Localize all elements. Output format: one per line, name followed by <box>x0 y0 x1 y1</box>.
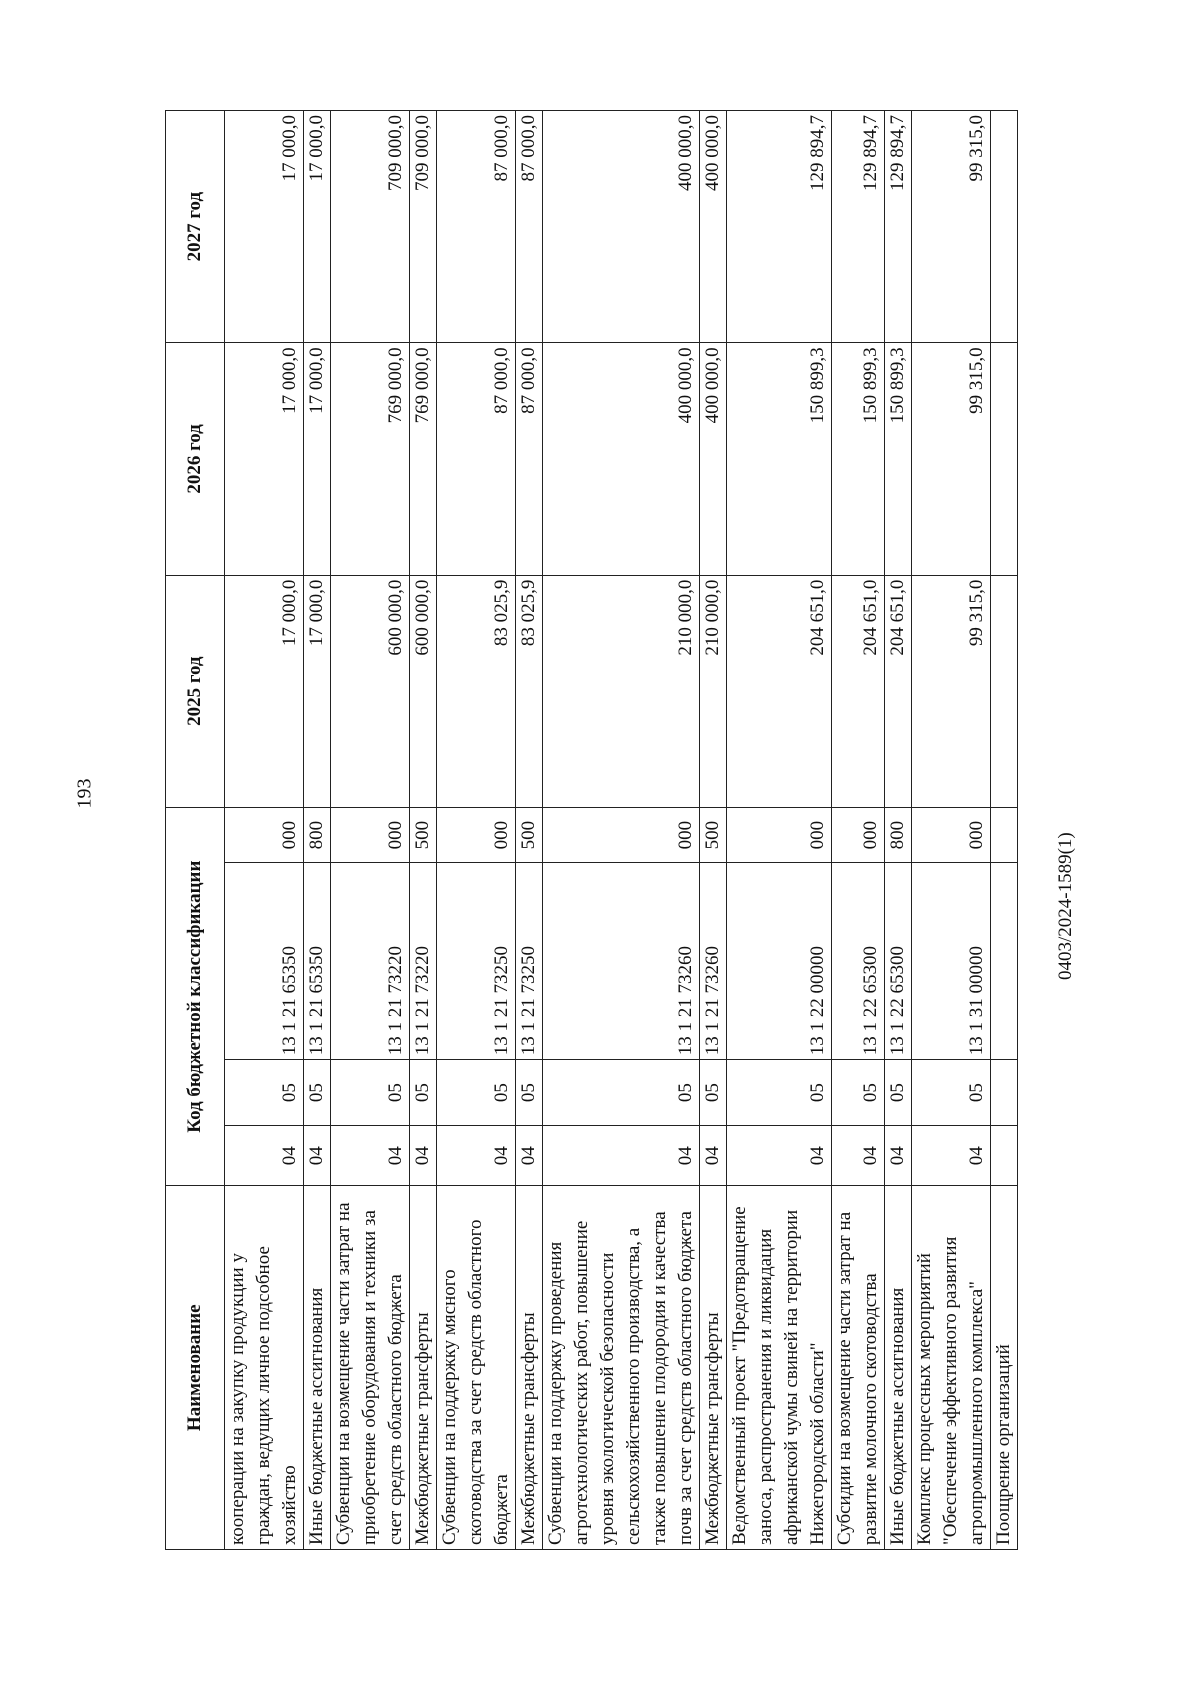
cell-name: Субвенции на поддержку проведения агротехнологических работ, повышение уровня экологической безопасности сельскохозяйственного производства, а также повышение плодородия и качества почв за счет средств областного бюджета <box>543 1186 700 1550</box>
cell-2026: 87 000,0 <box>437 343 516 575</box>
cell-expense-type: 800 <box>885 807 912 863</box>
table-row <box>700 111 727 1550</box>
cell-section: 04 <box>331 1125 410 1186</box>
cell-subsection: 05 <box>700 1060 727 1126</box>
cell-name: Субсидии на возмещение части затрат на развитие молочного скотоводства <box>832 1186 885 1550</box>
cell-target-article: 13 1 21 65350 <box>225 863 304 1060</box>
cell-2026: 150 899,3 <box>832 343 885 575</box>
cell-target-article: 13 1 21 73250 <box>516 863 543 1060</box>
table-row <box>331 111 410 1550</box>
cell-2025: 83 025,9 <box>516 575 543 807</box>
header-code-group: Код бюджетной классификации <box>166 807 225 1186</box>
cell-2025: 600 000,0 <box>410 575 437 807</box>
cell-2026: 150 899,3 <box>727 343 832 575</box>
cell-2027: 99 315,0 <box>912 111 991 343</box>
header-2025: 2025 год <box>166 575 225 807</box>
cell-section: 04 <box>727 1125 832 1186</box>
cell-2026: 87 000,0 <box>516 343 543 575</box>
budget-table-container <box>165 110 1014 1550</box>
budget-table <box>165 110 1018 1550</box>
cell-name: Межбюджетные трансферты <box>410 1186 437 1550</box>
cell-section: 04 <box>410 1125 437 1186</box>
table-row <box>543 111 700 1550</box>
table-row <box>991 111 1018 1550</box>
table-header-row <box>166 111 225 1550</box>
cell-expense-type: 000 <box>437 807 516 863</box>
cell-target-article: 13 1 21 73250 <box>437 863 516 1060</box>
cell-subsection: 05 <box>832 1060 885 1126</box>
cell-section: 04 <box>437 1125 516 1186</box>
cell-2025 <box>991 575 1018 807</box>
cell-2025: 204 651,0 <box>727 575 832 807</box>
cell-target-article: 13 1 22 00000 <box>727 863 832 1060</box>
cell-2025: 210 000,0 <box>543 575 700 807</box>
cell-2026: 400 000,0 <box>700 343 727 575</box>
cell-2027: 87 000,0 <box>516 111 543 343</box>
table-row <box>516 111 543 1550</box>
cell-target-article: 13 1 21 65350 <box>304 863 331 1060</box>
cell-name: Субвенции на возмещение части затрат на приобретение оборудования и техники за счет средств областного бюджета <box>331 1186 410 1550</box>
cell-subsection: 05 <box>304 1060 331 1126</box>
cell-2027: 400 000,0 <box>543 111 700 343</box>
cell-2027: 87 000,0 <box>437 111 516 343</box>
cell-subsection: 05 <box>885 1060 912 1126</box>
cell-2027: 129 894,7 <box>885 111 912 343</box>
cell-2025: 17 000,0 <box>304 575 331 807</box>
cell-expense-type: 500 <box>700 807 727 863</box>
cell-2027: 709 000,0 <box>331 111 410 343</box>
cell-target-article <box>991 863 1018 1060</box>
cell-2025: 204 651,0 <box>885 575 912 807</box>
cell-subsection: 05 <box>727 1060 832 1126</box>
table-row <box>304 111 331 1550</box>
cell-2027: 17 000,0 <box>304 111 331 343</box>
cell-2025: 600 000,0 <box>331 575 410 807</box>
table-row <box>225 111 304 1550</box>
cell-name: Субвенции на поддержку мясного скотоводства за счет средств областного бюджета <box>437 1186 516 1550</box>
cell-name: Иные бюджетные ассигнования <box>885 1186 912 1550</box>
cell-2026: 400 000,0 <box>543 343 700 575</box>
cell-expense-type: 800 <box>304 807 331 863</box>
cell-2025: 83 025,9 <box>437 575 516 807</box>
cell-section: 04 <box>885 1125 912 1186</box>
cell-2026: 769 000,0 <box>331 343 410 575</box>
cell-2027 <box>991 111 1018 343</box>
cell-target-article: 13 1 21 73220 <box>410 863 437 1060</box>
cell-name: Ведомственный проект "Предотвращение заноса, распространения и ликвидация африканской чумы свиней на территории Нижегородской области" <box>727 1186 832 1550</box>
cell-2027: 129 894,7 <box>727 111 832 343</box>
cell-name: кооперации на закупку продукции у граждан, ведущих личное подсобное хозяйство <box>225 1186 304 1550</box>
cell-name: Межбюджетные трансферты <box>700 1186 727 1550</box>
cell-2027: 400 000,0 <box>700 111 727 343</box>
cell-section <box>991 1125 1018 1186</box>
cell-name: Комплекс процессных мероприятий "Обеспечение эффективного развития агропромышленного комплекса" <box>912 1186 991 1550</box>
cell-2026: 99 315,0 <box>912 343 991 575</box>
cell-2026: 150 899,3 <box>885 343 912 575</box>
cell-2027: 17 000,0 <box>225 111 304 343</box>
table-row <box>410 111 437 1550</box>
table-row <box>912 111 991 1550</box>
cell-2025: 204 651,0 <box>832 575 885 807</box>
cell-expense-type: 000 <box>832 807 885 863</box>
cell-target-article: 13 1 22 65300 <box>832 863 885 1060</box>
cell-2025: 210 000,0 <box>700 575 727 807</box>
cell-section: 04 <box>225 1125 304 1186</box>
cell-target-article: 13 1 21 73260 <box>543 863 700 1060</box>
cell-2026 <box>991 343 1018 575</box>
cell-subsection: 05 <box>331 1060 410 1126</box>
cell-2027: 709 000,0 <box>410 111 437 343</box>
cell-subsection: 05 <box>543 1060 700 1126</box>
cell-expense-type: 000 <box>727 807 832 863</box>
header-name: Наименование <box>166 1186 225 1550</box>
cell-expense-type: 000 <box>912 807 991 863</box>
header-2026: 2026 год <box>166 343 225 575</box>
cell-target-article: 13 1 22 65300 <box>885 863 912 1060</box>
cell-subsection: 05 <box>516 1060 543 1126</box>
cell-subsection: 05 <box>912 1060 991 1126</box>
cell-subsection <box>991 1060 1018 1126</box>
cell-expense-type <box>991 807 1018 863</box>
cell-section: 04 <box>304 1125 331 1186</box>
cell-2025: 17 000,0 <box>225 575 304 807</box>
cell-name: Межбюджетные трансферты <box>516 1186 543 1550</box>
cell-name: Поощрение организаций <box>991 1186 1018 1550</box>
cell-expense-type: 500 <box>410 807 437 863</box>
table-row <box>727 111 832 1550</box>
page-number: 193 <box>73 778 96 809</box>
table-body <box>225 111 1018 1550</box>
cell-2026: 769 000,0 <box>410 343 437 575</box>
cell-section: 04 <box>912 1125 991 1186</box>
document-code: 0403/2024-1589(1) <box>1055 832 1076 980</box>
cell-expense-type: 500 <box>516 807 543 863</box>
cell-section: 04 <box>832 1125 885 1186</box>
table-row <box>832 111 885 1550</box>
cell-section: 04 <box>543 1125 700 1186</box>
table-row <box>437 111 516 1550</box>
cell-2026: 17 000,0 <box>304 343 331 575</box>
cell-2026: 17 000,0 <box>225 343 304 575</box>
header-2027: 2027 год <box>166 111 225 343</box>
cell-expense-type: 000 <box>331 807 410 863</box>
cell-subsection: 05 <box>437 1060 516 1126</box>
cell-target-article: 13 1 21 73260 <box>700 863 727 1060</box>
table-row <box>885 111 912 1550</box>
cell-target-article: 13 1 31 00000 <box>912 863 991 1060</box>
cell-subsection: 05 <box>410 1060 437 1126</box>
cell-section: 04 <box>516 1125 543 1186</box>
cell-section: 04 <box>700 1125 727 1186</box>
cell-expense-type: 000 <box>543 807 700 863</box>
cell-name: Иные бюджетные ассигнования <box>304 1186 331 1550</box>
cell-subsection: 05 <box>225 1060 304 1126</box>
cell-target-article: 13 1 21 73220 <box>331 863 410 1060</box>
cell-2025: 99 315,0 <box>912 575 991 807</box>
cell-2027: 129 894,7 <box>832 111 885 343</box>
cell-expense-type: 000 <box>225 807 304 863</box>
